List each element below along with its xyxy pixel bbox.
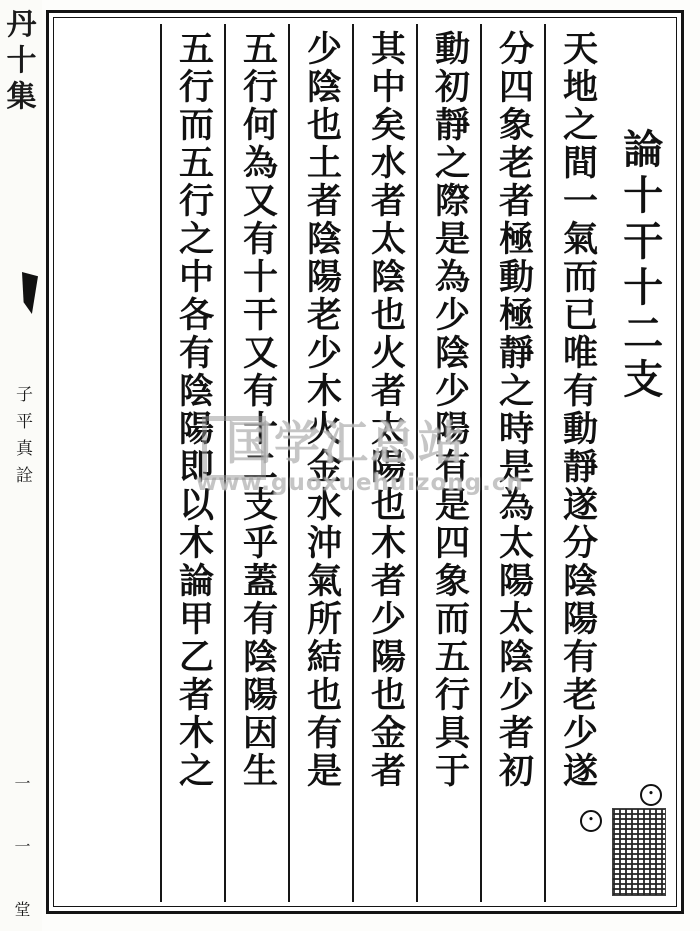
- circle-marker-a: •: [640, 784, 662, 806]
- watermark-url-text: www.guoxuehuizong.cn: [196, 470, 524, 496]
- vertical-text-columns: [52, 18, 678, 906]
- watermark-main-text: 国学汇总站: [226, 416, 466, 470]
- column-text-5: 少陰也土者陰陽老少木火金水沖氣所結也有是: [301, 30, 343, 790]
- seal-stamp: [612, 808, 666, 896]
- column-text-4: 其中矣水者太陰也火者太陽也木者少陽也金者: [365, 30, 407, 790]
- spine-subtitle: 子平真詮: [12, 385, 32, 493]
- column-text-1: 天地之間一氣而已唯有動靜遂分陰陽有老少遂: [557, 30, 599, 790]
- column-chapter-heading: [608, 24, 672, 902]
- column-body-7: [160, 24, 224, 902]
- chapter-heading-text: 論十干十二支: [616, 128, 664, 404]
- column-body-6: [224, 24, 288, 902]
- column-body-5: [288, 24, 352, 902]
- column-body-2: [480, 24, 544, 902]
- column-body-4: [352, 24, 416, 902]
- column-text-6: 五行何為又有十干又有十二支乎蓋有陰陽因生: [237, 30, 279, 790]
- column-text-2: 分四象老者極動極靜之時是為太陽太陰少者初: [493, 30, 535, 790]
- column-text-3: 動初靜之際是為少陰少陽有是四象而五行具于: [429, 30, 471, 790]
- spine-footer: 一 一 堂: [12, 775, 31, 931]
- spine-title: 丹十集: [0, 7, 36, 117]
- column-body-1: [544, 24, 608, 902]
- column-text-7: 五行而五行之中各有陰陽即以木論甲乙者木之: [173, 30, 215, 790]
- circle-marker-b: •: [580, 810, 602, 832]
- column-body-3: [416, 24, 480, 902]
